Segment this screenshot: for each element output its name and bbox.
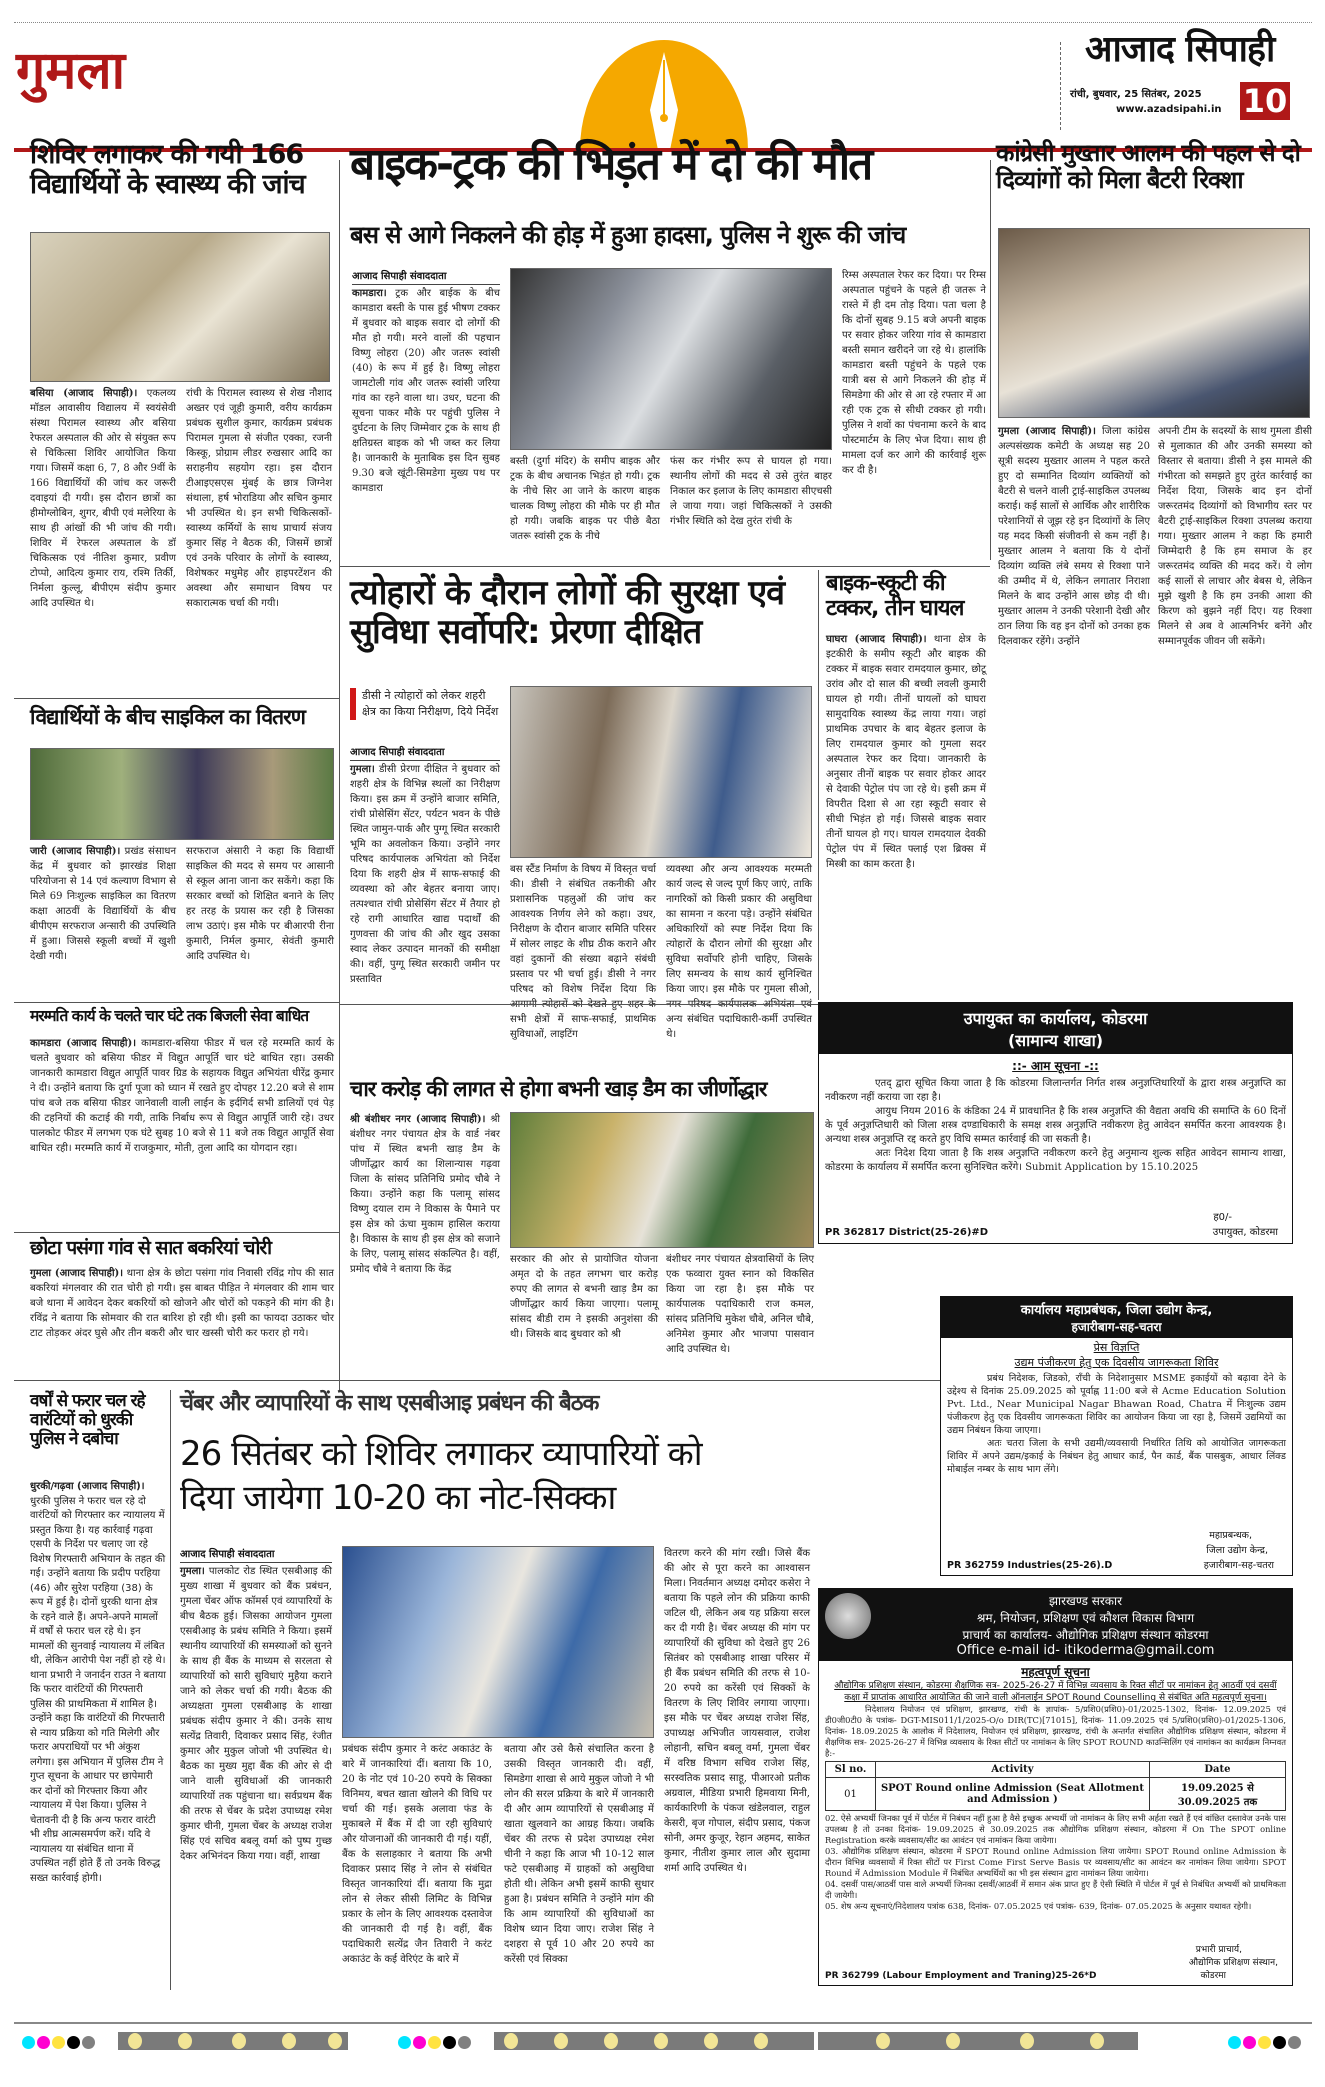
koderma-dc-para3: अतः निदेश दिया जाता है कि शस्त्र अनुज्ञप्ति नवीकरण करने हेतु अनुमान्य शुल्क सहित आवेदन सामान्य शाखा, कोडरमा के कार्यालय में समर्पित करना सुनिश्चित करेंगे। Submit Application by 15.10.2025 xyxy=(825,1148,1286,1173)
bike-truck-col3: फंस कर गंभीर रूप से घायल हो गया। स्थानीय लोगों की मदद से उसे तुरंत बाहर निकाल कर इलाज के लिए कामडारा सीएचसी ले जाया गया। जहां चिकित्सकों ने उसकी गंभीर स्थिति को देख तुरंत रांची के xyxy=(670,456,832,527)
table-header: Date xyxy=(1149,1762,1285,1778)
table-header: Sl no. xyxy=(826,1762,876,1778)
rickshaw-photo xyxy=(998,228,1310,418)
section-rule xyxy=(340,1004,818,1005)
koderma-dc-para2: आयुध नियम 2016 के कंडिका 24 में प्रावधानित है कि शस्त्र अनुज्ञप्ति की वैद्यता अवधि की समाप्ति के 60 दिनों के पूर्व अनुज्ञप्तिधारी को जिला शस्त्र दण्डाधिकारी के समक्ष शस्त्र अनुज्ञप्ति नवीकरण हेतु आवेदन समर्पित करना आवश्यक है। अन्यथा शस्त्र अनुज्ञप्ति रद्द करते हुए विधि सम्मत कार्रवाई की जा सकती है। xyxy=(825,1106,1286,1145)
table-row xyxy=(826,1778,1286,1811)
festival-kicker-box xyxy=(350,688,500,720)
paper-name: आजाद सिपाही xyxy=(1085,29,1275,70)
sbi-kicker: चेंबर और व्यापारियों के साथ एसबीआइ प्रबंधन की बैठक xyxy=(180,1391,599,1416)
section-rule xyxy=(14,1232,339,1233)
health-camp-headline: शिविर लगाकर की गयी 166 विद्यार्थियों के स्वास्थ्य की जांच xyxy=(30,139,305,201)
section-rule xyxy=(14,1002,339,1003)
cycle-lead: जारी (आजाद सिपाही)। xyxy=(30,846,121,857)
section-rule xyxy=(340,566,990,567)
bike-truck-byline: आजाद सिपाही संवाददाता xyxy=(352,268,500,285)
iti-sign3: कोडरमा xyxy=(1200,1971,1226,1981)
koderma-dc-title: उपायुक्त का कार्यालय, कोडरमा xyxy=(963,1009,1148,1028)
magenta-dot xyxy=(37,2036,50,2049)
column-rule xyxy=(339,160,340,1390)
scooty-headline: बाइक-स्कूटी की टक्कर, तीन घायल xyxy=(826,571,964,621)
sbi-col1 xyxy=(180,1564,332,1988)
dam-col3: बंशीधर नगर पंचायत क्षेत्रवासियों के लिए एक फव्वारा युक्त स्नान को विकसित किया जा रहा है। इस मौके पर कार्यपालक पदाधिकारी राज कमल, सांसद प्रतिनिधि मुकेश चौबे, अनिल चौबे, अनिमेश कुमार और भाजपा पासवान आदि उपस्थित थे। xyxy=(666,1254,814,1355)
cycle-text: प्रखंड संसाधन केंद्र में बुधवार को झारखंड शिक्षा परियोजना से 14 एवं कल्याण विभाग से मिले 69 निःशुल्क साइकिल का वितरण कक्षा आठवीं के विद्यार्थियों के बीच बीपीएम सरफराज अन्सारी की उपस्थिति में हुआ। जिससे स्कूली बच्चों में खुशी देखी गयी। xyxy=(30,846,176,962)
koderma-dc-notice-heading: ::- आम सूचना -:: xyxy=(1012,1059,1099,1073)
koderma-dc-para1: एतद् द्वारा सूचित किया जाता है कि कोडरमा जिलान्तर्गत निर्गत शस्त्र अनुज्ञप्तिधारियों के द्वारा शस्त्र अनुज्ञप्ति का नवीकरण नहीं कराया जा रहा है। xyxy=(825,1078,1286,1103)
dic-pr: PR 362759 Industries(25-26).D xyxy=(947,1560,1113,1571)
health-camp-lead: बसिया (आजाद सिपाही)। xyxy=(30,388,138,399)
emblem-icon xyxy=(825,1593,871,1639)
goats-text: थाना क्षेत्र के छोटा पसंगा गांव निवासी रविंद्र गोप की सात बकरियां मंगलवार की रात चोरी हो गयी। इस बाबत पीड़ित ने मंगलवार की शाम चार बजे थाना में आवेदन देकर बकरियों को खोजने और चोरों को पकड़ने की मांग की है। रविंद्र ने बताया कि सोमवार की रात बारिश हो रही थी। इसी का फायदा उठाकर चोर टाट तोड़कर अंदर घुसे और तीन बकरी और चार खस्सी चोरी कर फरार हो गये। xyxy=(30,1268,334,1339)
top-dotted-rule xyxy=(14,22,1312,23)
warrant-lead: धुरकी/गढ़वा (आजाद सिपाही)। xyxy=(30,1481,145,1492)
bike-truck-headline: बाइक-ट्रक की भिड़ंत में दो की मौत xyxy=(350,139,872,190)
dic-title: कार्यालय महाप्रबंधक, जिला उद्योग केन्द्र, xyxy=(1020,1303,1213,1318)
dic-sign3: हजारीबाग-सह-चतरा xyxy=(1203,1560,1274,1571)
iti-schedule-table-wrap xyxy=(819,1759,1292,1813)
festival-headline: त्योहारों के दौरान लोगों की सुरक्षा एवं सुविधा सर्वोपरि: प्रेरणा दीक्षित xyxy=(350,573,785,653)
goats-text-block xyxy=(30,1266,334,1372)
page-number: 10 xyxy=(1240,82,1290,120)
sbi-col2: प्रबंधक संदीप कुमार ने करंट अकाउंट के बारे में जानकारियां दीं। बताया कि 10, 20 के नोट एवं 10-20 रुपये के सिक्का विनिमय, बचत खाता खोलने की विधि पर चर्चा की गई। इसके अलावा फंड के मुकाबले में बैंक में दी जा रही सुविधाएं और योजनाओं की जानकारी दी गई। यहीं, बैंक के सलाहकार ने बताया कि अभी दिवाकर प्रसाद सिंह ने लोन से संबंधित विस्तृत जानकारियां दीं। बताया कि मुद्रा लोन से लेकर सीसी लिमिट के विभिन्न प्रकार के लोन के लिए आवश्यक दस्तावेज की जानकारी दी गई है। वहीं, बैंक पदाधिकारी सत्येंद्र जैन तिवारी ने करंट अकाउंट के कई वेरिएंट के बारे में xyxy=(342,1744,492,1965)
magenta-dot xyxy=(413,2036,426,2049)
dic-sign1: महाप्रबन्धक, xyxy=(1209,1530,1252,1541)
table-header: Activity xyxy=(876,1762,1150,1778)
warrant-text-block xyxy=(30,1480,166,1988)
iti-sign1: प्रभारी प्राचार्य, xyxy=(1195,1945,1242,1955)
dateline: रांची, बुधवार, 25 सितंबर, 2025 xyxy=(1070,89,1202,100)
bike-truck-text: ट्रक और बाईक के बीच कामडारा बस्ती के पास हुई भीषण टक्कर में बुधवार को बाइक सवार दो लोगों की मौत हो गयी। मरने वालों की पहचान विष्णु लोहरा (20) और जतरू स्वांसी (40) के रूप में हुई है। विष्णु लोहरा जामटोली गांव और जतरू स्वांसी जरिया गांव का रहने वाला था। उधर, घटना की सूचना पाकर मौके पर पहुंची पुलिस ने दुर्घटना के लिए जिम्मेवार ट्रक के साथ ही क्षतिग्रस्त बाइक को भी जब्त कर लिया है। जानकारी के मुताबिक इस दिन सुबह 9.30 बजे खूंटी-सिमडेगा मुख्य पथ पर कामडारा xyxy=(352,288,500,494)
rickshaw-headline: कांग्रेसी मुख्तार आलम की पहल से दो दिव्यांगों को मिला बैटरी रिक्शा xyxy=(996,139,1300,194)
festival-kicker: डीसी ने त्योहारों को लेकर शहरी क्षेत्र का किया निरीक्षण, दिये निर्देश xyxy=(362,689,499,718)
bike-truck-lead: कामडारा। xyxy=(352,288,387,299)
rickshaw-text: जिला कांग्रेस अल्पसंख्यक कमेटी के अध्यक्ष सह 20 सूत्री सदस्य मुख्तार आलम ने पहल करते हुए दो सम्मानित दिव्यांग व्यक्तियों को बैटरी से चलने वाली ट्राई-साइकिल उपलब्ध कराई। कई सालों से आर्थिक और शारीरिक परेशानियों से जूझ रहे इन दिव्यांगों के लिए यह मदद किसी संजीवनी से कम नहीं है। मुख्तार आलम ने बताया कि ये दोनों दिव्यांग व्यक्ति लंबे समय से रिक्शा पाने की उम्मीद में थे, लेकिन लगातार निराशा मिलने के बाद उन्होंने आस छोड़ दी थी। मुख्तार आलम ने उनकी परेशानी देखी और ठान लिया कि वह इन दोनों को उनका हक दिलवाकर रहेंगे। उन्होंने xyxy=(998,426,1150,647)
column-rule xyxy=(990,160,991,560)
dam-col1 xyxy=(350,1112,500,1374)
sbi-text: पालकोट रोड स्थित एसबीआइ की मुख्य शाखा में बुधवार को बैंक प्रबंधन, गुमला चेंबर ऑफ कॉमर्स एवं व्यापारियों के बीच बैठक हुई। जिसका आयोजन गुमला एसबीआइ के प्रबंध समिति ने किया। इसमें स्थानीय व्यापारियों की समस्याओं को सुनने के साथ ही बैंक के माध्यम से सरलता से व्यापारियों को सारी सुविधाएं मुहैया कराने जाने को लेकर चर्चा की गयी। बैठक की अध्यक्षता गुमला एसबीआइ के शाखा प्रबंधक संदीप कुमार ने की। उनके साथ सत्येंद्र तिवारी, दिवाकर प्रसाद सिंह, रंजीत कुमार और मुकुल जोजो भी उपस्थित थे। बैठक का मुख्य मुद्दा बैंक की ओर से दी जाने वाली सुविधाओं की जानकारी व्यापारियों तक पहुंचाना था। सर्वप्रथम बैंक की तरफ से चेंबर के प्रदेश उपाध्यक्ष रमेश कुमार चीनी, गुमला चेंबर के अध्यक्ष राजेश सिंह एवं सचिव बबलू वर्मा को पुष्प गुच्छ देकर अभिनंदन किया गया। वहीं, शाखा xyxy=(180,1566,332,1862)
grey-dot xyxy=(82,2036,95,2049)
registration-dots-center xyxy=(398,2034,473,2053)
cyan-dot xyxy=(398,2036,411,2049)
print-bar-far-right xyxy=(818,2032,1138,2050)
dic-header xyxy=(941,1297,1292,1338)
footer-rule xyxy=(14,2022,1312,2024)
scooty-text: थाना क्षेत्र के इटकीरी के समीप स्कूटी और बाइक की टक्कर में बाइक सवार रामदयाल कुमार, छोटू उरांव और दो साल की बच्ची लवली कुमारी घायल हो गयी। तीनों घायलों को घाघरा सामुदायिक स्वास्थ्य केंद्र लाया गया। जहां प्राथमिक उपचार के बाद बेहतर इलाज के लिए रामदयाल कुमार को गुमला सदर अस्पताल रेफर कर दिया। जानकारी के अनुसार तीनों बाइक पर सवार होकर आदर से देवाकी पेट्रोल पंप जा रहे थे। इसी क्रम में विपरीत दिशा से आ रहा स्कूटी सवार से सीधी भिड़ंत हो गई। जिससे बाइक सवार तीनों घायल हो गए। घायल रामदयाल देवकी पेट्रोल पंप में स्थित फ्लाई एश ब्रिक्स में मिस्त्री का काम करता है। xyxy=(826,634,986,870)
black-dot xyxy=(1273,2036,1286,2049)
dam-headline: चार करोड़ की लागत से होगा बभनी खाड़ डैम का जीर्णोद्धार xyxy=(350,1077,767,1101)
rickshaw-col2: अपनी टीम के सदस्यों के साथ गुमला डीसी से मुलाकात की और उनकी समस्या को विस्तार से बताया। डीसी ने इस मामले की गंभीरता को समझते हुए तुरंत कार्रवाई का निर्देश दिया, जिसके बाद इन दोनों जरूरतमंद दिव्यांगों को विभागीय स्तर पर बैटरी ट्राई-साइकिल रिक्शा उपलब्ध कराया गया। मुख्तार आलम ने कहा कि हमारी जिम्मेदारी है कि हम समाज के हर जरूरतमंद व्यक्ति की मदद करें। ये लोग कई सालों से लाचार और बेबस थे, लेकिन मुझे खुशी है कि हम उनकी आशा की किरण को बुझने नहीं दिए। यह रिक्शा मिलने से अब वे आत्मनिर्भर बनेंगे और सम्मानपूर्वक जीवन जी सकेंगे। xyxy=(1158,426,1312,647)
yellow-dot xyxy=(52,2036,65,2049)
dic-press-release: प्रेस विज्ञप्ति xyxy=(1093,1341,1140,1354)
koderma-dc-subtitle: (सामान्य शाखा) xyxy=(1007,1031,1104,1050)
table-cell-activity: SPOT Round online Admission (Seat Allotment and Admission ) xyxy=(876,1778,1150,1811)
dic-subtitle: हजारीबाग-सह-चतरा xyxy=(1071,1320,1162,1334)
koderma-dc-header xyxy=(819,1003,1292,1054)
rickshaw-lead: गुमला (आजाद सिपाही)। xyxy=(998,426,1096,437)
black-dot xyxy=(67,2036,80,2049)
power-cut-text-block xyxy=(30,1036,334,1228)
magenta-dot xyxy=(1243,2036,1256,2049)
scooty-lead: घाघरा (आजाद सिपाही)। xyxy=(826,634,927,645)
print-bar-right xyxy=(494,2032,814,2050)
goats-headline: छोटा पसंगा गांव से सात बकरियां चोरी xyxy=(30,1237,272,1259)
iti-note2: 02. ऐसे अभ्यर्थी जिनका पूर्व में पोर्टल में निबंधन नहीं हुआ है वैसे इच्छुक अभ्यर्थी जो नामांकन के लिए सभी अर्हता रखते हैं एवं वांछित दस्तावेज उनके पास उपलब्ध है तो उनका दिनांक- 19.09.2025 से 30.09.2025 तक औद्योगिक प्रशिक्षण संस्थान, कोडरमा में On The SPOT online Registration करके व्यवसाय/सीट का आवंटन एवं नामांकन किया जायेगा। xyxy=(825,1813,1286,1845)
festival-col2: बस स्टैंड निर्माण के विषय में विस्तृत चर्चा की। डीसी ने संबंधित तकनीकी और प्रशासनिक पहलुओं की जांच कर आवश्यक निर्णय लेने को कहा। उधर, निरीक्षण के दौरान बाजार समिति परिसर में सोलर लाइट के शीघ्र ठीक कराने और वहां दुकानों की संख्या बढ़ाने संबंधी प्रस्ताव पर भी चर्चा हुई। डीसी ने नगर परिषद को विशेष निर्देश दिया कि सभी क्षेत्रों में साफ-सफाई, प्राथमिक सुविधाओं, लाइटिंग xyxy=(510,864,656,1040)
masthead-divider xyxy=(1060,42,1061,130)
cycle-headline: विद्यार्थियों के बीच साइकिल का वितरण xyxy=(30,705,305,729)
sbi-lead: गुमला। xyxy=(180,1566,205,1577)
dic-para2: अतः चतरा जिला के सभी उद्यमी/व्यवसायी निर्धारित तिथि को आयोजित जागरूकता शिविर में अपने उद्यम/इकाई के निबंधन हेतु आधार कार्ड, पैन कार्ड, बैंक पासबुक, आधार लिंक्ड मोबाईल नम्बर के साथ भाग लेंगे। xyxy=(947,1438,1286,1475)
festival-lead: गुमला। xyxy=(350,764,375,775)
yellow-dot xyxy=(428,2036,441,2049)
sbi-col4: वितरण करने की मांग रखी। जिसे बैंक की ओर से पूरा करने का आश्वासन मिला। निवर्तमान अध्यक्ष दमोदर कसेरा ने बताया कि पहले लोन की प्रक्रिया काफी जटिल थी, लेकिन अब यह प्रक्रिया सरल कर दी गयी है। चेंबर अध्यक्ष की मांग पर व्यापारियों की सुविधा को देखते हुए 26 सितंबर को एसबीआइ शाखा परिसर में ही बैंक प्रबंधन समिति की तरफ से 10-20 रुपये का करेंसी एवं सिक्कों के वितरण के लिए शिविर लगाया जाएगा। इस मौके पर चेंबर अध्यक्ष राजेश सिंह, उपाध्यक्ष अभिजीत जायसवाल, राजेश लोहानी, सचिन बबलू वर्मा, गुमला चेंबर में वरिष्ठ विभाग सचिव राजेश सिंह, सरस्वतिक प्रसाद साहू, पीआरओ प्रतीक अग्रवाल, मीडिया प्रभारी हिमवाया मिनी, कार्यकारिणी के पंकज खंडेलवाल, राहुल केसरी, बृज गोपाल, संदीप प्रसाद, पंकज सोनी, अमर कुजूर, रेहान अहमद, साकेत कुमार, नीतीश कुमार लाल और सुदामा शर्मा आदि उपस्थित थे। xyxy=(664,1548,810,1874)
dam-col2: सरकार की ओर से प्रायोजित योजना अमृत दो के तहत लगभग चार करोड़ रुपए की लागत से बभनी खाड़ डैम का जीर्णोद्धार कार्य किया जाएगा। पलामू सांसद बीडी राम ने इसकी अनुशंसा की थी। जिसके बाद बुधवार को श्री xyxy=(510,1254,658,1340)
bike-truck-col2: बस्ती (दुर्गा मंदिर) के समीप बाइक और ट्रक के बीच अचानक भिड़ंत हो गयी। ट्रक के नीचे सिर आ जाने के कारण बाइक चालक विष्णु लोहरा की मौके पर ही मौत हो गयी। जबकि बाइक पर पीछे बैठा जतरू स्वांसी ट्रक के नीचे xyxy=(510,456,660,542)
koderma-dc-pr: PR 362817 District(25-26)#D xyxy=(825,1227,989,1238)
iti-note3: 03. औद्योगिक प्रशिक्षण संस्थान, कोडरमा में SPOT Round online Admission लिया जायेगा। SPOT Round online Admission के दौरान विभिन्न व्यवसायों में रिक्त सीटों पर First Come First Serve Basis पर व्यवसाय/सीट का आवंटन कर नामांकन लिया जायेगा। SPOT Round में Admission Module में निबंधित अभ्यर्थियों का भी इस संस्थान द्वारा नामांकन लिया जायेगा। xyxy=(825,1846,1286,1878)
dic-heading: उद्यम पंजीकरण हेतु एक दिवसीय जागरूकता शिविर xyxy=(1014,1356,1219,1369)
iti-pr: PR 362799 (Labour Employment and Traning)25-26*D xyxy=(825,1971,1097,1981)
column-rule xyxy=(170,1390,171,1990)
iti-line2: श्रम, नियोजन, प्रशिक्षण एवं कौशल विकास विभाग xyxy=(976,1611,1195,1625)
iti-note5: 05. शेष अन्य सूचनाएं/निदेशालय पत्रांक 638, दिनांक- 07.05.2025 एवं पत्रांक- 639, दिनांक- 07.05.2025 के अनुसार यथावत रहेगी। xyxy=(825,1901,1252,1911)
registration-dots-left xyxy=(22,2034,97,2053)
health-camp-photo xyxy=(30,232,330,382)
power-cut-text: कामडारा-बसिया फीडर में चल रहे मरम्मति कार्य के चलते बुधवार को बसिया फीडर में विद्युत आपूर्ति चार घंटे बाधित रहा। उसकी जानकारी कामडारा विद्युत आपूर्ति पावर ग्रिड के सहायक विद्युत अभियंता धीरेंद्र कुमार ने दी। उन्होंने बताया कि दुर्गा पूजा को ध्यान में रखते हुए दोपहर 12.20 बजे से शाम पांच बजे तक बसिया फीडर जानेवाली वाली लाईन के इर्दगिर्द सभी डालियों एवं पेड़ की टहनियों की कटाई की गयी, ताकि निर्बाध रूप से विद्युत आपूर्ति जारी रहे। उधर पालकोट फीडर में लगभग एक घंटे सुबह 10 बजे से 11 बजे तक विद्युत आपूर्ति सेवा बाधित रही। मरम्मति कार्य में राजकुमार, मोती, तुला आदि का योगदान रहा। xyxy=(30,1038,334,1154)
power-cut-headline: मरम्मति कार्य के चलते चार घंटे तक बिजली सेवा बाधित xyxy=(30,1007,309,1025)
grey-dot xyxy=(458,2036,471,2049)
health-camp-text: एकलव्य मॉडल आवासीय विद्यालय में स्वयंसेवी संस्था पिरामल स्वास्थ्य और बसिया रेफरल अस्पताल की ओर से संयुक्त रूप से चिकित्सा शिविर आयोजित किया गया। जिसमें कक्षा 6, 7, 8 और 9वीं के 166 विद्यार्थियों की जांच कर जरूरी दवाइयां दी गयी। इस दौरान छात्रों का हीमोग्लोबिन, शुगर, बीपी एवं मलेरिया के साथ ही आंखों की भी जांच की गयी। शिविर में रेफरल अस्पताल के डॉ चिकित्सक एवं नीतिश कुमार, प्रवीण टोप्पो, आदित्य कुमार राय, रश्मि तिर्की, निर्मला कुल्लू, बीपीएम संदीप कुमार आदि उपस्थित थे। xyxy=(30,388,176,609)
iti-subheading: औद्योगिक प्रशिक्षण संस्थान, कोडरमा शैक्षणिक सत्र- 2025-26-27 में विभिन्न व्यवसाय के रिक्त सीटों पर नामांकन हेतु आठवीं एवं दसवीं कक्षा में प्राप्तांक आधारित आयोजित की जाने वाली ऑनलाईन SPOT Round Counselling से संबंधित अति महत्वपूर्ण सूचना। xyxy=(834,1681,1277,1703)
bike-truck-photo xyxy=(510,268,832,450)
health-camp-col2: रांची के पिरामल स्वास्थ्य से शेख नौशाद अख्तर एवं जूही कुमारी, वरीय कार्यक्रम प्रबंधक सुशील कुमार, कार्यक्रम प्रबंधक पिरामल गुमला से संजीत एक्का, रजनी किस्कू, प्रोग्राम लीडर रुखसार आदि का सराहनीय सहयोग रहा। इस दौरान टीआइएसएस मुंबई के छात्र जिग्नेश संथाला, हर्ष भोराडिया और सचिन कुमार भी उपस्थित थे। इन सभी चिकित्सकों-स्वास्थ्य कर्मियों के साथ प्राचार्य संजय कुमार सिंह ने बैठक की, जिसमें छात्रों एवं उनके परिवार के लोगों के स्वास्थ्य, विशेषकर मधुमेह और हाइपरटेंशन की अवस्था और समाधान विषय पर सकारात्मक चर्चा की गयी। xyxy=(186,388,332,609)
koderma-dc-sign1: ह0/- xyxy=(1213,1212,1232,1223)
iti-note4: 04. दसवीं पास/आठवीं पास वाले अभ्यर्थी जिनका दसवीं/आठवीं में समान अंक प्राप्त हुए हैं ऐसी स्थिति में पोर्टल में पूर्व से निबंधित अभ्यर्थी को प्राथमिकता दी जायेगी। xyxy=(825,1879,1286,1900)
table-cell-date: 19.09.2025 से 30.09.2025 तक xyxy=(1149,1778,1285,1811)
cyan-dot xyxy=(22,2036,35,2049)
rickshaw-col1 xyxy=(998,424,1150,784)
yellow-dot xyxy=(1258,2036,1271,2049)
section-rule xyxy=(14,1380,940,1381)
health-camp-col1 xyxy=(30,386,176,694)
bike-truck-col4: रिम्स अस्पताल रेफर कर दिया। पर रिम्स अस्पताल पहुंचने के पहले ही जतरू ने रास्ते में ही दम तोड़ दिया। पता चला है कि दोनों सुबह 9.15 बजे अपनी बाइक पर सवार होकर जरिया गांव से कामडारा बस्ती समान खरीदने जा रहे थे। हालांकि कामडारा बस्ती पहुंचने के पहले एक यात्री बस से आगे निकलने की होड़ में सिमडेगा की ओर से आ रहे रफ्तार में आ रही एक ट्रक से सीधी टक्कर हो गयी। पुलिस ने शवों का पंचनामा करने के बाद पोस्टमार्टम के लिए भेज दिया। साथ ही मामला दर्ज कर आगे की कार्रवाई शुरू कर दी है। xyxy=(842,270,986,476)
iti-sign2: औद्योगिक प्रशिक्षण संस्थान, xyxy=(1188,1958,1278,1968)
dam-text: श्री बंशीधर नगर पंचायत क्षेत्र के वार्ड नंबर पांच में स्थित बभनी खाड़ डैम के जीर्णोद्धार कार्य का शिलान्यास गढ़वा जिला के सांसद प्रतिनिधि प्रमोद चौबे ने किया। उन्होंने कहा कि पलामू सांसद विष्णु दयाल राम ने विकास के पैमाने पर इस क्षेत्र को ऊंचा मुकाम हासिल कराया है। विकास के साथ ही इस क्षेत्र को सजाने के लिए, पलामू सांसद संकल्पित है। वहीं, प्रमोद चौबे ने बताया कि केंद्र xyxy=(350,1114,500,1275)
dic-notice xyxy=(940,1296,1293,1576)
power-cut-lead: कामडारा (आजाद सिपाही)। xyxy=(30,1038,137,1049)
section-title: गुमला xyxy=(16,41,126,101)
cycle-col2: सरफराज अंसारी ने कहा कि विद्यार्थी साइकिल की मदद से समय पर आसानी से स्कूल आना जाना कर सकेंगे। कहा कि सरकार बच्चों को शिक्षित बनाने के लिए हर तरह के प्रयास कर रही है जिसका लाभ उठाएं। इस मौके पर बीआरपी रीना कुमारी, निर्मल कुमार, सेवंती कुमारी आदि उपस्थित थे। xyxy=(186,846,334,962)
iti-email: Office e-mail id- itikoderma@gmail.com xyxy=(956,1643,1215,1658)
festival-text: डीसी प्रेरणा दीक्षित ने बुधवार को शहरी क्षेत्र के विभिन्न स्थलों का निरीक्षण किया। इस क्रम में उन्होंने बाजार समिति, रांची प्रोसेसिंग सेंटर, पर्यटन भवन के पीछे स्थित जामुन-पार्क और पुग्गू स्थित सरकारी भूमि का अवलोकन किया। उन्होंने नगर परिषद कार्यपालक अभियंता को निर्देश दिया कि शहरी क्षेत्र में साफ-सफाई की व्यवस्था को और बेहतर बनाया जाए। तत्पश्चात रांची प्रोसेसिंग सेंटर में तैयार हो रहे रागी आधारित खाद्य पदार्थों की गुणवत्ता की जांच की और खुद उसका स्वाद लेकर उत्पादन मानकों की समीक्षा की। वहीं, पुग्गू स्थित सरकारी जमीन पर प्रस्तावित xyxy=(350,764,500,985)
festival-col3: व्यवस्था और अन्य आवश्यक मरम्मती कार्य जल्द से जल्द पूर्ण किए जाएं, ताकि नागरिकों को किसी प्रकार की असुविधा का सामना न करना पड़े। उन्होंने संबंधित अधिकारियों को स्पष्ट निर्देश दिया कि त्योहारों के दौरान लोगों की सुरक्षा और सुविधा सर्वोपरि होनी चाहिए, जिसके लिए समन्वय के साथ कार्य सुनिश्चित किया जाए। इस मौके पर गुमला सीओ, अन्य संबंधित पदाधिकारी-कर्मी उपस्थित थे। xyxy=(666,864,812,1040)
dam-lead: श्री बंशीधर नगर (आजाद सिपाही)। xyxy=(350,1114,486,1125)
iti-line3: प्राचार्य का कार्यालय- औद्योगिक प्रशिक्षण संस्थान कोडरमा xyxy=(962,1628,1209,1642)
bike-truck-col1 xyxy=(352,286,500,556)
festival-col1 xyxy=(350,762,500,1002)
koderma-dc-notice xyxy=(818,1002,1293,1244)
sbi-headline: 26 सितंबर को शिविर लगाकर व्यापारियों को दिया जायेगा 10-20 का नोट-सिक्का xyxy=(180,1434,702,1519)
iti-header xyxy=(819,1589,1292,1661)
iti-heading: महत्वपूर्ण सूचना xyxy=(1021,1665,1090,1679)
website: www.azadsipahi.in xyxy=(1116,104,1222,115)
iti-schedule-table xyxy=(825,1761,1286,1811)
festival-photo xyxy=(510,686,812,858)
registration-dots-right xyxy=(1228,2034,1303,2053)
sbi-col3: बताया और उसे कैसे संचालित करना है उसकी विस्तृत जानकारी दी। वहीं, सिमडेगा शाखा से आये मुकुल जोजो ने भी लोन की सरल प्रक्रिया के बारे में जानकारी दी और आम व्यापारियों से एसबीआइ में खाता खुलवाने का आग्रह किया। जबकि चेंबर की तरफ से प्रदेश उपाध्यक्ष रमेश चीनी ने कहा कि आज भी 10-12 साल फटे एसबीआइ में ग्राहकों को असुविधा होती थी। लेकिन अभी इसमें काफी सुधार हुआ है। प्रबंधन समिति ने उन्होंने मांग की कि आम व्यापारियों की सुविधाओं का विशेष ध्यान दिया जाए। राजेश सिंह ने दशहरा से पूर्व 10 और 20 रुपये का करेंसी एवं सिक्का xyxy=(504,1744,654,1965)
sbi-photo xyxy=(342,1546,654,1738)
iti-line1: झारखण्ड सरकार xyxy=(1048,1594,1123,1608)
dam-photo xyxy=(510,1112,814,1248)
warrant-headline: वर्षों से फरार चल रहे वारंटियों को धुरकी पुलिस ने दबोचा xyxy=(30,1391,145,1450)
cycle-photo xyxy=(30,748,334,840)
iti-para1: निदेशालय नियोजन एवं प्रशिक्षण, झारखण्ड, रांची के ज्ञापांक- 5/प्रशि0(प्रशि0)-01/2025-1302, दिनांक- 12.09.2025 एवं डी0जी0टी0 के पत्रांक- DGT-MIS011/1/2025-O/o DIR(TC)[71015], दिनांक- 11.09.2025 एवं 5/प्रशि0(प्रशि0)-01/2025-1306, दिनांक- 18.09.2025 के आलोक में निदेशालय, नियोजन एवं प्रशिक्षण, झारखण्ड, रांची के अन्तर्गत संचालित औद्योगिक प्रशिक्षण संस्थान, कोडरमा में शैक्षणिक सत्र- 2025-26-27 में विभिन्न व्यवसाय के रिक्त सीटों पर नामांकन के लिए SPOT ROUND काउन्सिलिंग एवं नामांकन का कार्यक्रम निम्नवत है:- xyxy=(825,1704,1286,1758)
section-rule xyxy=(14,698,339,699)
table-cell-sl: 01 xyxy=(826,1778,876,1811)
dic-sign2: जिला उद्योग केन्द्र, xyxy=(1206,1545,1268,1556)
print-bar-left xyxy=(118,2032,348,2050)
black-dot xyxy=(443,2036,456,2049)
warrant-text: धुरकी पुलिस ने फरार चल रहे दो वारंटियों को गिरफ्तार कर न्यायालय में प्रस्तुत किया है। यह कार्रवाई गढ़वा एसपी के निर्देश पर चलाए जा रहे विशेष गिरफ्तारी अभियान के तहत की गई। उन्होंने बताया कि प्रदीप परहिया (46) और सुरेश परहिया (38) के रूप में हुई है। दोनों धुरकी थाना क्षेत्र के रहने वाले हैं। अपने-अपने मामलों में वर्षों से फरार चल रहे थे। इन मामलों की सुनवाई न्यायालय में लंबित थी, लेकिन आरोपी पेश नहीं हो रहे थे। थाना प्रभारी ने जनार्दन राउत ने बताया कि फरार वारंटियों की गिरफ्तारी पुलिस की प्राथमिकता में शामिल है। उन्होंने कहा कि वारंटियों की गिरफ्तारी से न्याय प्रक्रिया को गति मिलेगी और फरार अपराधियों पर भी अंकुश लगेगा। इस अभियान में पुलिस टीम ने गुप्त सूचना के आधार पर छापेमारी कर दोनों को गिरफ्तार किया और न्यायालय में पेश किया। पुलिस ने चेतावनी दी है कि अन्य फरार वारंटी भी शीघ्र आत्मसमर्पण करें। यदि वे न्यायालय या संबंधित थाना में उपस्थित नहीं होते हैं तो उनके विरुद्ध सख्त कार्रवाई होगी। xyxy=(30,1495,166,1884)
column-rule xyxy=(818,570,819,1000)
grey-dot xyxy=(1288,2036,1301,2049)
pen-nib-logo xyxy=(580,40,748,150)
koderma-dc-sign2: उपायुक्त, कोडरमा xyxy=(1212,1227,1278,1238)
sbi-byline: आजाद सिपाही संवाददाता xyxy=(180,1546,332,1563)
cycle-col1 xyxy=(30,844,176,994)
cyan-dot xyxy=(1228,2036,1241,2049)
goats-lead: गुमला (आजाद सिपाही)। xyxy=(30,1268,124,1279)
dic-para1: प्रबंध निदेशक, जिडको, राँची के निदेशानुसार MSME इकाईयों को बढ़ावा देने के उद्देश्य से दिनांक 25.09.2025 को पूर्वाह्न 11:00 बजे से Acme Education Solution Pvt. Ltd., Near Municipal Nagar Bhawan Road, Chatra में निःशुल्क उद्यम पंजीकरण हेतु एक दिवसीय जागरूकता शिविर का आयोजन किया जा रहा है, जिसमें उद्यमियों का उद्यम निबंधन किया जाएगा। xyxy=(947,1373,1286,1436)
iti-notice xyxy=(818,1588,1293,1986)
festival-byline: आजाद सिपाही संवाददाता xyxy=(350,744,500,761)
scooty-text-block xyxy=(826,632,986,990)
bike-truck-subhead: बस से आगे निकलने की होड़ में हुआ हादसा, पुलिस ने शुरू की जांच xyxy=(350,221,906,249)
